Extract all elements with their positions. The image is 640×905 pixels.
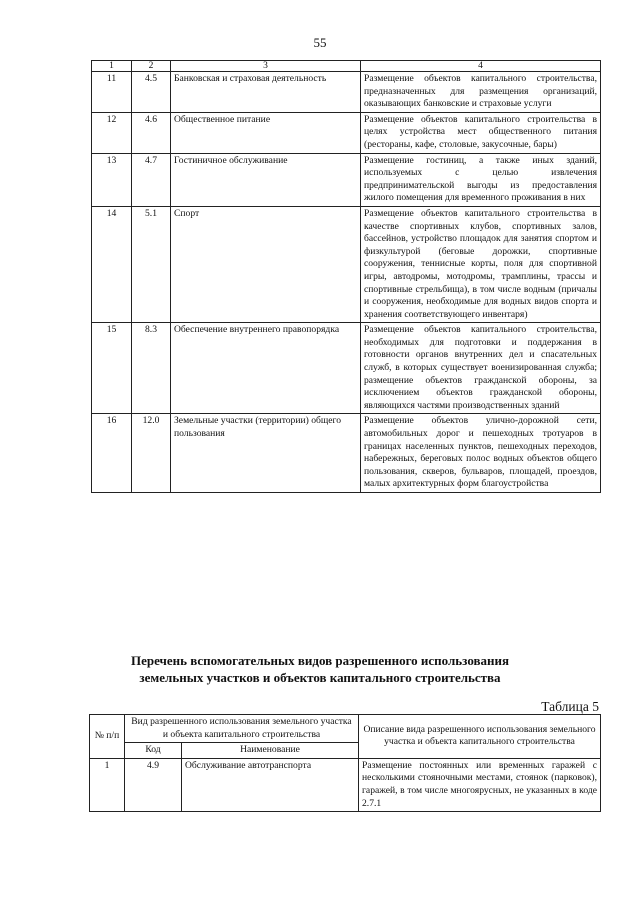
- column-number: 2: [132, 61, 171, 72]
- row-number: 14: [92, 206, 132, 322]
- table-caption: Таблица 5: [541, 699, 599, 714]
- column-number: 4: [361, 61, 601, 72]
- use-description: Размещение объектов капитального строительства, необходимых для подготовки и поддержания в готовности органов внутренних дел и спасательных служб, в которых существует военизированная служба; размещение объектов гражданской обороны, за исключением объектов гражданской обороны, являющихся частями производственных зданий: [361, 323, 601, 414]
- use-description: Размещение гостиниц, а также иных зданий, используемых с целью извлечения предпринимательской выгоды из предоставления жилого помещения для временного проживания в них: [361, 153, 601, 206]
- use-code: 4.7: [132, 153, 171, 206]
- row-number: 13: [92, 153, 132, 206]
- use-name: Обеспечение внутреннего правопорядка: [171, 323, 361, 414]
- section-heading: [0, 652, 640, 686]
- use-code: 12.0: [132, 414, 171, 493]
- use-code: 4.9: [125, 758, 182, 811]
- use-description: Размещение постоянных или временных гаражей с несколькими стояночными местами, стоянок (парковок), гаражей, в том числе многоярусных, не указанных в коде 2.7.1: [359, 758, 601, 811]
- row-number: 15: [92, 323, 132, 414]
- use-description: Размещение объектов капитального строительства, предназначенных для размещения организаций, оказывающих банковские и страховые услуги: [361, 72, 601, 113]
- land-use-table: [91, 60, 601, 493]
- header-code: Код: [125, 743, 182, 759]
- row-number: 1: [90, 758, 125, 811]
- header-name: Наименование: [182, 743, 359, 759]
- use-description: Размещение объектов капитального строительства в качестве спортивных клубов, спортивных залов, бассейнов, устройство площадок для занятия спортом и физкультурой (беговые дорожки, спортивные сооружения, теннисные корты, поля для спортивной игры, автодромы, мотодромы, трамплины, трассы и спортивные стрельбища), в том числе водным (причалы и сооружения, необходимые для водных видов спорта и хранения соответствующего инвентаря): [361, 206, 601, 322]
- header-number: № п/п: [90, 715, 125, 759]
- row-number: 12: [92, 112, 132, 153]
- use-name: Банковская и страховая деятельность: [171, 72, 361, 113]
- row-number: 16: [92, 414, 132, 493]
- column-number-row: [92, 61, 601, 72]
- table-row: [92, 323, 601, 414]
- table-row: [92, 112, 601, 153]
- use-name: Обслуживание автотранспорта: [182, 758, 359, 811]
- table-row: [92, 72, 601, 113]
- use-code: 8.3: [132, 323, 171, 414]
- row-number: 11: [92, 72, 132, 113]
- section-heading-line: Перечень вспомогательных видов разрешенного использования: [130, 653, 510, 668]
- use-code: 4.6: [132, 112, 171, 153]
- table-row: [92, 414, 601, 493]
- page-number: 55: [313, 35, 327, 50]
- table-row: [90, 758, 601, 811]
- column-number: 3: [171, 61, 361, 72]
- section-heading-line: земельных участков и объектов капитального строительства: [139, 670, 501, 685]
- table-row: [92, 206, 601, 322]
- use-name: Гостиничное обслуживание: [171, 153, 361, 206]
- use-code: 4.5: [132, 72, 171, 113]
- header-row: [90, 715, 601, 743]
- header-description: Описание вида разрешенного использования земельного участка и объекта капитального строительства: [359, 715, 601, 759]
- table-row: [92, 153, 601, 206]
- use-description: Размещение объектов капитального строительства в целях устройства мест общественного питания (рестораны, кафе, столовые, закусочные, бары): [361, 112, 601, 153]
- use-code: 5.1: [132, 206, 171, 322]
- header-use-type: Вид разрешенного использования земельного участка и объекта капитального строительства: [125, 715, 359, 743]
- column-number: 1: [92, 61, 132, 72]
- auxiliary-use-table: [89, 714, 601, 812]
- use-name: Спорт: [171, 206, 361, 322]
- use-name: Общественное питание: [171, 112, 361, 153]
- use-name: Земельные участки (территории) общего пользования: [171, 414, 361, 493]
- use-description: Размещение объектов улично-дорожной сети, автомобильных дорог и пешеходных тротуаров в границах населенных пунктов, пешеходных переходов, набережных, береговых полос водных объектов общего пользования, скверов, бульваров, площадей, проездов, малых архитектурных форм благоустройства: [361, 414, 601, 493]
